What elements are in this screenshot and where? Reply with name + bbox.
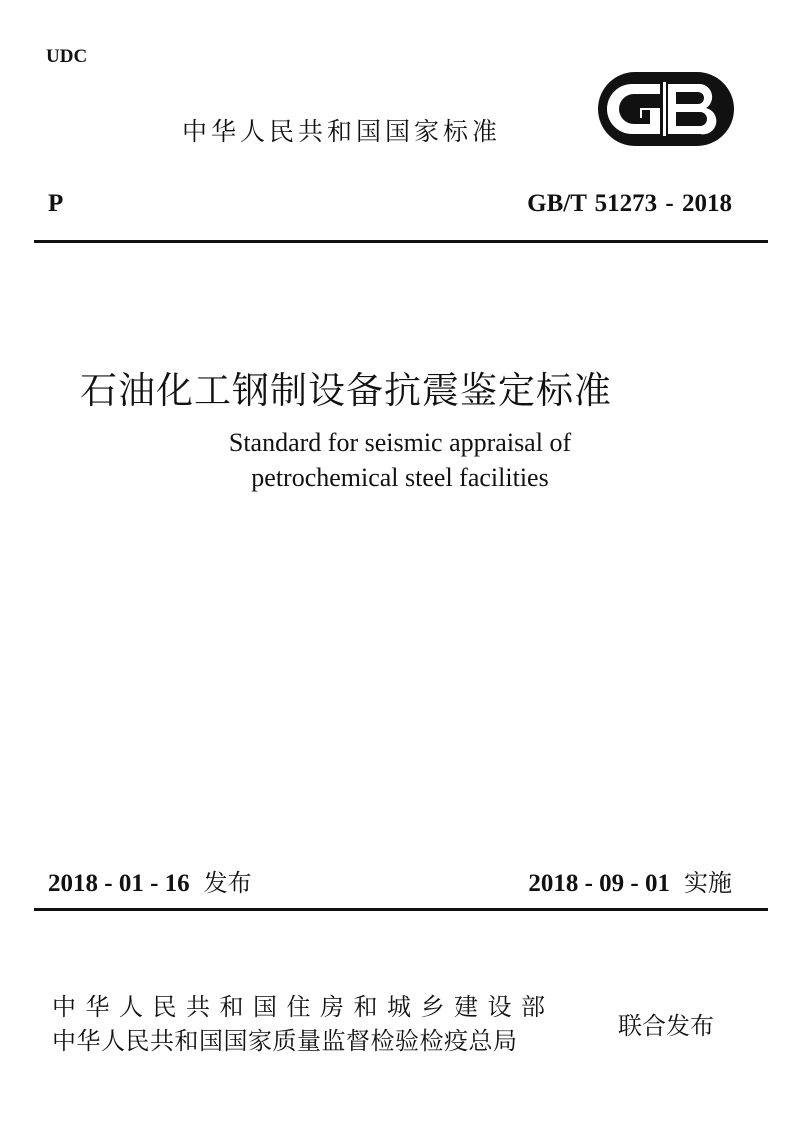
udc-label: UDC: [46, 46, 88, 67]
effective-label: 实施: [684, 869, 732, 897]
issuer-aqsiq: 中华人民共和国国家质量监督检验检疫总局: [52, 1027, 518, 1055]
effective-date: 2018 - 09 - 01: [528, 870, 670, 897]
effective-date-block: [528, 863, 732, 898]
issuer-ministry-housing: 中华人民共和国住房和城乡建设部: [52, 993, 555, 1021]
title-english-line1: Standard for seismic appraisal of: [228, 428, 572, 457]
top-divider: [34, 240, 768, 243]
issue-label: 发布: [203, 869, 252, 897]
bottom-divider: [34, 908, 768, 911]
title-english-line2: petrochemical steel facilities: [251, 463, 549, 492]
gb-logo-icon: [596, 70, 736, 148]
classification-code: P: [48, 190, 64, 217]
title-chinese: 石油化工钢制设备抗震鉴定标准: [80, 369, 612, 412]
standard-number: GB/T 51273 - 2018: [527, 190, 732, 217]
joint-issue-label: 联合发布: [618, 1012, 714, 1040]
issue-date: 2018 - 01 - 16: [48, 870, 190, 897]
issuing-authorities: [52, 990, 555, 1058]
national-standard-label: 中华人民共和国国家标准: [182, 117, 502, 146]
issue-date-block: [48, 863, 252, 898]
